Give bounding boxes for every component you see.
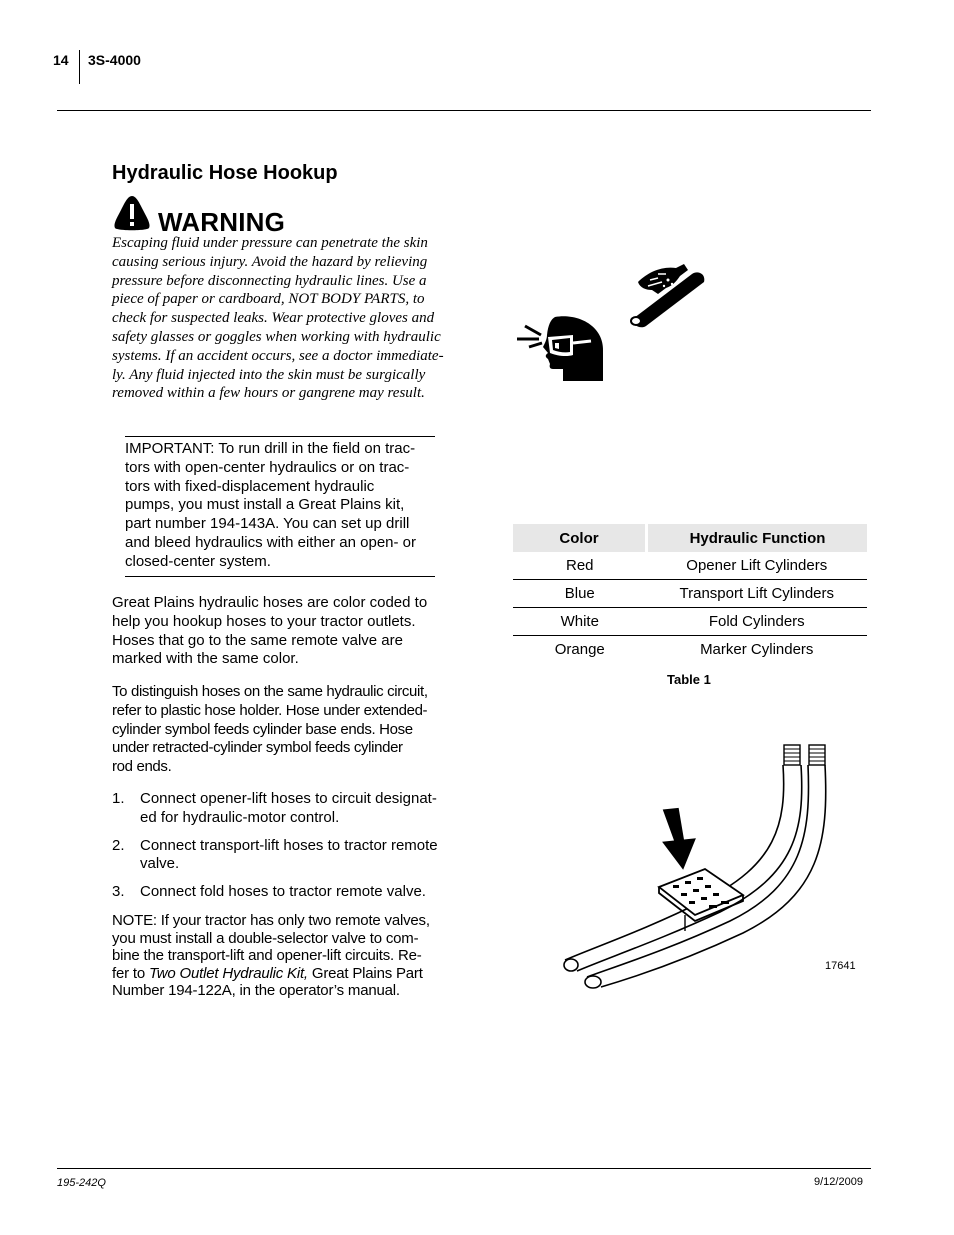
paragraph-line: refer to plastic hose holder. Hose under extended- (112, 701, 428, 719)
page-number: 14 (53, 52, 69, 68)
important-line: part number 194-143A. You can set up drill (125, 515, 410, 533)
table-cell: Opener Lift Cylinders (647, 552, 868, 580)
step-line: Connect fold hoses to tractor remote valve. (140, 883, 426, 901)
step-line: Connect opener-lift hoses to circuit designat- (140, 790, 437, 807)
table-header-row (513, 524, 867, 552)
table-cell: Transport Lift Cylinders (647, 580, 868, 608)
table-caption: Table 1 (667, 672, 711, 687)
model-name: 3S-4000 (88, 52, 141, 68)
paragraph-line: Hoses that go to the same remote valve are (112, 631, 403, 649)
step-number: 3. (112, 883, 125, 901)
kit-reference: Two Outlet Hydraulic Kit, (148, 964, 308, 982)
warning-line: causing serious injury. Avoid the hazard by relieving (112, 253, 428, 270)
note-text: Great Plains Part (307, 964, 423, 982)
important-line: and bleed hydraulics with either an open- or (125, 533, 417, 551)
table-row (513, 580, 867, 608)
note-paragraph (112, 912, 452, 1000)
warning-line: safety glasses or goggles when working with hydraulic (112, 328, 441, 345)
warning-line: piece of paper or cardboard, NOT BODY PARTS, to (112, 291, 425, 308)
note-line: bine the transport-lift and opener-lift circuits. Re- (112, 947, 422, 964)
important-line: pumps, you must install a Great Plains kit, (125, 496, 405, 514)
paragraph-line: help you hookup hoses to your tractor outlets. (112, 612, 416, 630)
table-cell: Marker Cylinders (700, 641, 814, 658)
table-cell: Orange (554, 641, 605, 658)
document-number: 195-242Q (57, 1177, 106, 1189)
table-row (513, 636, 867, 664)
note-text: fer to (112, 964, 149, 982)
important-line: closed-center system. (125, 552, 271, 570)
step-line: Connect transport-lift hoses to tractor remote (140, 836, 438, 854)
header-divider (79, 50, 80, 84)
table-cell: White (513, 608, 647, 636)
list-item (112, 790, 452, 828)
bottom-rule (57, 1168, 871, 1169)
paragraph-line: rod ends. (112, 758, 172, 776)
important-line: tors with open-center hydraulics or on trac- (125, 458, 410, 476)
warning-title: WARNING (158, 207, 286, 237)
important-line: tors with fixed-displacement hydraulic (125, 477, 375, 495)
step-line: valve. (140, 855, 180, 873)
paragraph-line: marked with the same color. (112, 650, 299, 668)
note-line (112, 965, 452, 983)
note-line: Number 194-122A, in the operator’s manual. (112, 982, 400, 999)
warning-alert-icon (112, 194, 152, 232)
table-cell: Red (513, 552, 647, 580)
step-number: 2. (112, 836, 125, 854)
table-cell: Fold Cylinders (647, 608, 868, 636)
table-cell: Blue (513, 580, 647, 608)
column-header-function: Hydraulic Function (647, 524, 868, 552)
warning-line: check for suspected leaks. Wear protective gloves and (112, 310, 435, 327)
list-item (112, 883, 452, 902)
figure-number: 17641 (825, 960, 856, 972)
safety-goggles-icon (515, 313, 607, 383)
paragraph-line: cylinder symbol feeds cylinder base ends. Hose (112, 720, 413, 738)
color-coding-paragraph (112, 594, 452, 669)
table-row (513, 552, 867, 580)
paragraph-line: Great Plains hydraulic hoses are color coded to (112, 594, 428, 611)
important-notice (125, 436, 435, 577)
note-line: NOTE: If your tractor has only two remote valves, (112, 912, 430, 929)
arrow-down-icon (660, 808, 698, 872)
note-line: you must install a double-selector valve to com- (112, 929, 419, 947)
warning-line: pressure before disconnecting hydraulic lines. Use a (112, 272, 427, 289)
warning-line: removed within a few hours or gangrene may result. (112, 385, 425, 402)
revision-date: 9/12/2009 (814, 1176, 863, 1188)
warning-text (112, 234, 452, 403)
top-rule (57, 110, 871, 111)
paragraph-line: under retracted-cylinder symbol feeds cylinder (112, 739, 403, 757)
section-title: Hydraulic Hose Hookup (112, 162, 338, 184)
important-line: IMPORTANT: To run drill in the field on trac- (125, 440, 416, 457)
paragraph-line: To distinguish hoses on the same hydraulic circuit, (112, 683, 428, 700)
step-number: 1. (112, 790, 125, 807)
list-item (112, 837, 452, 875)
hydraulic-color-table (513, 524, 867, 663)
warning-line: Escaping fluid under pressure can penetrate the skin (112, 235, 428, 251)
table-row (513, 608, 867, 636)
warning-line: ly. Any fluid injected into the skin must be surgically (112, 366, 426, 383)
hand-hose-injection-icon (628, 260, 710, 328)
steps-list (112, 790, 452, 911)
step-line: ed for hydraulic-motor control. (140, 808, 340, 826)
distinguish-paragraph (112, 683, 452, 777)
warning-line: systems. If an accident occurs, see a doctor immediate- (112, 347, 444, 364)
column-header-color: Color (513, 524, 647, 552)
